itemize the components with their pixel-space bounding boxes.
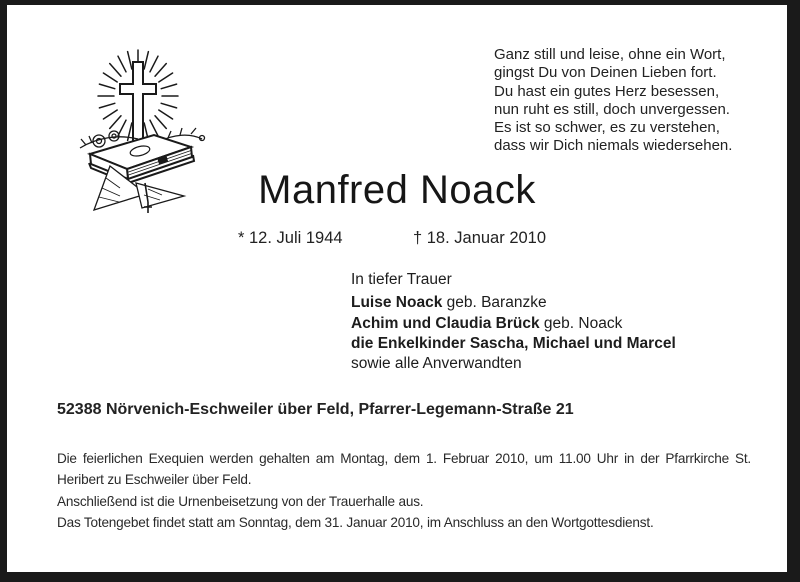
mourner-suffix: geb. Baranzke — [442, 294, 547, 312]
deceased-name: Manfred Noack — [258, 168, 536, 212]
poem-line: dass wir Dich niemals wiedersehen. — [494, 137, 733, 155]
mourners-block — [351, 270, 676, 374]
poem-line: Ganz still und leise, ohne ein Wort, — [494, 46, 726, 63]
poem-line: gingst Du von Deinen Lieben fort. — [494, 64, 717, 82]
mourner-line — [351, 354, 676, 374]
poem-line: nun ruht es still, doch unvergessen. — [494, 100, 730, 118]
announcement-exequien: Die feierlichen Exequien werden gehalten am Montag, dem 1. Februar 2010, um 11.00 Uhr in der Pfarrkirche St. Heribert zu Eschweiler über Feld. — [57, 451, 751, 487]
mourner-suffix: geb. Noack — [539, 314, 623, 332]
announcement-totengebet: Das Totengebet findet statt am Sonntag, dem 31. Januar 2010, im Anschluss an den Wortgottesdienst. — [57, 515, 654, 531]
poem-line: Du hast ein gutes Herz besessen, — [494, 82, 720, 100]
obituary-sheet — [7, 5, 787, 572]
address-line: 52388 Nörvenich-Eschweiler über Feld, Pfarrer-Legemann-Straße 21 — [57, 401, 574, 418]
funeral-announcements — [57, 449, 751, 535]
birth-date: * 12. Juli 1944 — [238, 229, 343, 247]
mourning-intro: In tiefer Trauer — [351, 271, 452, 288]
mourner-line — [351, 334, 676, 354]
announcement-urnenbeisetzung: Anschließend ist die Urnenbeisetzung von der Trauerhalle aus. — [57, 493, 424, 509]
mourner-name: Luise Noack — [351, 294, 443, 312]
memorial-poem — [494, 46, 732, 156]
mourner-line — [351, 293, 676, 313]
death-date: † 18. Januar 2010 — [413, 229, 547, 247]
mourner-name: die Enkelkinder Sascha, Michael und Marcel — [351, 334, 676, 352]
mourner-name: Achim und Claudia Brück — [351, 314, 540, 332]
mourner-line — [351, 314, 676, 334]
mourner-suffix: sowie alle Anverwandten — [351, 355, 522, 373]
poem-line: Es ist so schwer, es zu verstehen, — [494, 119, 720, 137]
